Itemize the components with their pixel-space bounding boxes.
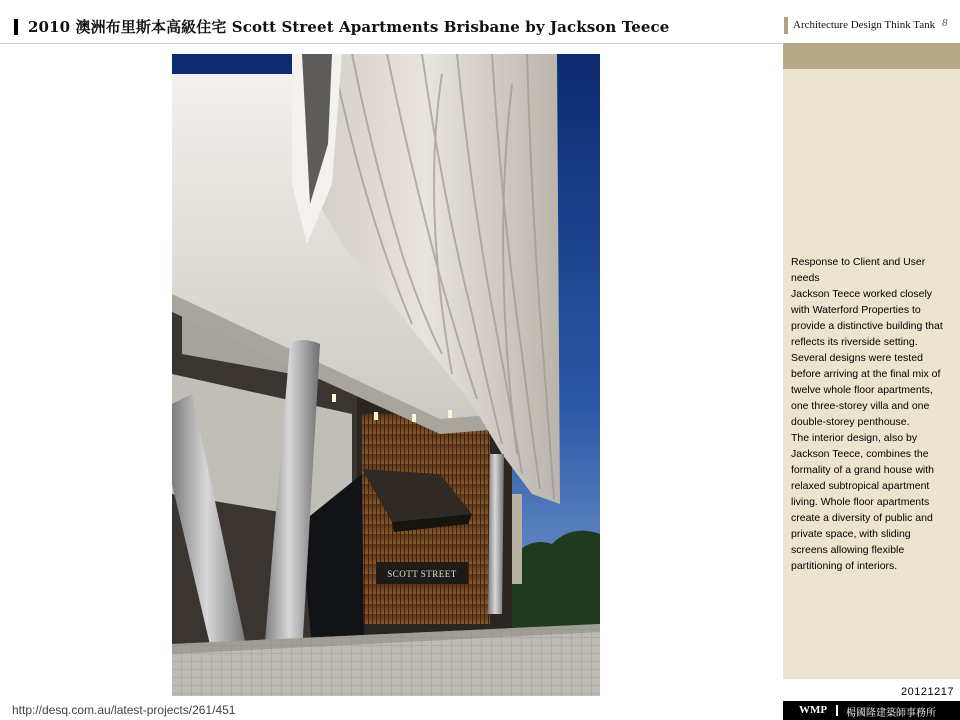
description-line: one three-storey villa and one — [791, 400, 930, 412]
panel-header-band — [783, 43, 960, 69]
description-line: twelve whole floor apartments, — [791, 384, 933, 396]
brand-label: Architecture Design Think Tank — [793, 19, 936, 31]
description-line: with Waterford Properties to — [791, 304, 921, 316]
page-title: 2010 澳洲布里斯本高級住宅 Scott Street Apartments Brisbane by Jackson Teece — [28, 18, 670, 36]
description-line: reflects its riverside setting. — [791, 336, 918, 348]
description-line: create a diversity of public and — [791, 512, 933, 524]
building-illustration — [172, 54, 600, 696]
description-line: living. Whole floor apartments — [791, 496, 930, 508]
header-divider — [0, 43, 782, 44]
description-line: formality of a grand house with — [791, 464, 934, 476]
description-text — [791, 254, 956, 574]
description-line: partitioning of interiors. — [791, 560, 898, 572]
brand-accent-bar — [784, 17, 788, 34]
building-sign: SCOTT STREET — [387, 569, 457, 579]
firm-footer-bar — [783, 701, 960, 720]
description-line: Several designs were tested — [791, 352, 923, 364]
description-line: Jackson Teece worked closely — [791, 288, 933, 300]
description-line: relaxed subtropical apartment — [791, 480, 930, 492]
description-line: Jackson Teece, combines the — [791, 448, 929, 460]
description-line: before arriving at the final mix of — [791, 368, 941, 380]
date-stamp: 20121217 — [901, 686, 954, 698]
description-line: needs — [791, 272, 820, 284]
firm-name: 楊國隆建築師事務所 — [846, 708, 936, 719]
footer-separator — [836, 705, 838, 716]
description-line: double-storey penthouse. — [791, 416, 910, 428]
description-line: The interior design, also by — [791, 432, 918, 444]
firm-logo-text: WMP — [799, 704, 828, 716]
title-accent-bar — [14, 19, 18, 35]
building-photo — [172, 54, 600, 696]
source-url[interactable]: http://desq.com.au/latest-projects/261/451 — [12, 703, 236, 717]
description-line: Response to Client and User — [791, 256, 926, 268]
page-number: 8 — [942, 17, 948, 29]
description-line: screens allowing flexible — [791, 544, 905, 556]
description-line: private space, with sliding — [791, 528, 911, 540]
description-line: provide a distinctive building that — [791, 320, 943, 332]
